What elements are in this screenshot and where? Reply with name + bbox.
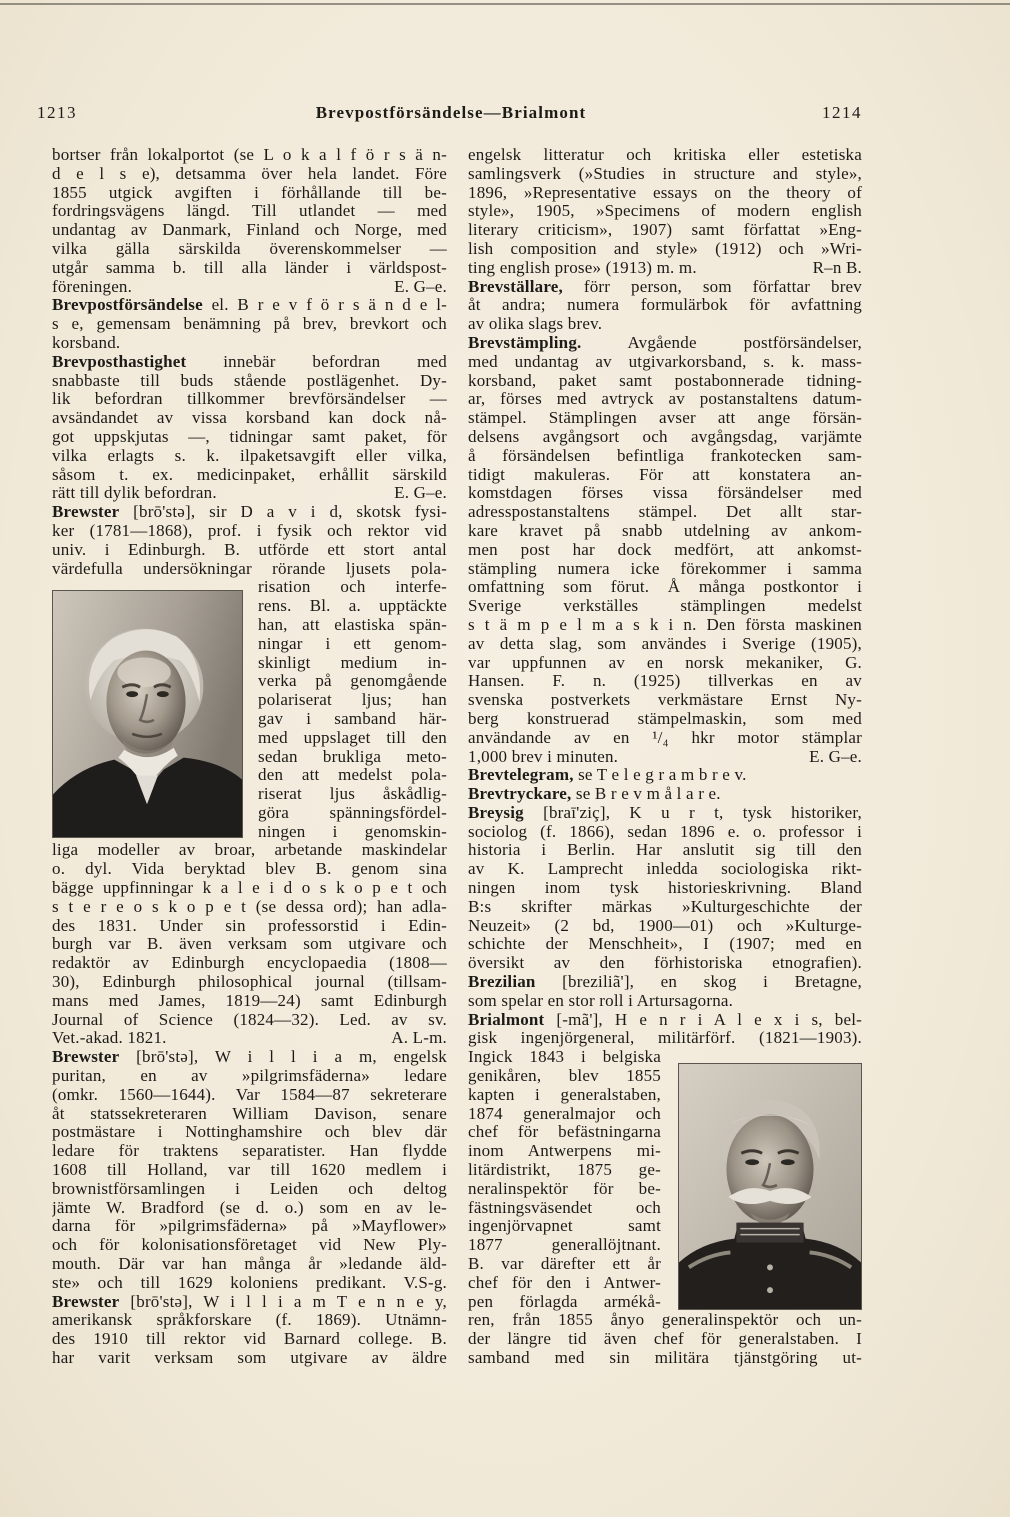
text-line [468, 860, 862, 879]
text-line [52, 860, 447, 879]
text-line [52, 541, 447, 560]
line-text: ting english prose» (1913) m. m. [468, 258, 697, 277]
text-line [468, 334, 862, 353]
text-line [468, 372, 862, 391]
line-text: Neuzeit» (2 bd, 1900—01) och »Kulturge- [468, 916, 862, 935]
text-line [52, 879, 447, 898]
line-text: korsband, paket samt postabonnerade tidning- [468, 371, 862, 390]
line-text: bägge uppfinningar k a l e i d o s k o p e t och [52, 879, 447, 898]
line-text: o. dyl. Vida beryktad blev B. genom sina [52, 860, 447, 879]
portrait-photo-left [52, 590, 243, 838]
line-text: B:s skrifter märkas »Kulturgeschichte der [468, 897, 862, 916]
line-text: historia i Berlin. Har anslutit sig till den [468, 841, 862, 860]
text-line [52, 1274, 447, 1293]
text-line [468, 541, 862, 560]
text-line [468, 202, 862, 221]
text-line [52, 428, 447, 447]
scan-top-edge [0, 3, 1010, 5]
text-line [468, 804, 862, 823]
text-line [468, 1274, 661, 1293]
line-text: korsband. [52, 333, 121, 352]
text-line [468, 390, 862, 409]
text-line [468, 1255, 661, 1274]
entry-headword: Brezilian [468, 973, 536, 992]
text-line [468, 165, 862, 184]
line-text: Vet.-akad. 1821. [52, 1029, 167, 1048]
text-line [52, 973, 447, 992]
text-line [258, 597, 447, 616]
line-text: 1877 generallöjtnant. [468, 1236, 661, 1255]
line-text: se T e l e g r a m b r e v. [573, 766, 747, 785]
line-text: svenska postverkets verkmästare Ernst Ny- [468, 691, 862, 710]
line-text: [brō'stə], W i l l i a m, engelsk [119, 1048, 447, 1067]
text-line [468, 785, 862, 804]
text-line [468, 1011, 862, 1030]
text-line [468, 766, 862, 785]
line-text: åt statssekreteraren William Davison, senare [52, 1104, 447, 1123]
line-text: adresspostanstaltens stämpel. Det allt star- [468, 503, 862, 522]
text-line [52, 1349, 447, 1368]
entry-headword: Brevposthastighet [52, 352, 187, 371]
line-text: 30), Edinburgh philosophical journal (tillsam- [52, 973, 447, 992]
line-text: med undantag av utgivarkorsband, s. k. mass- [468, 352, 862, 371]
text-line [52, 898, 447, 917]
line-text: såsom t. ex. medicinpaket, erhållit särskild [52, 465, 447, 484]
text-line [52, 1330, 447, 1349]
left-column-beside-portrait-text [258, 578, 447, 841]
line-text: kapten i generalstaben, [468, 1085, 661, 1104]
text-line [52, 372, 447, 391]
line-text: lish composition and style» (1912) och »Wri- [468, 239, 862, 258]
text-line [468, 1311, 862, 1330]
line-text: den att medelst pola- [258, 766, 447, 785]
text-line [258, 635, 447, 654]
line-text: [breziliã'], en skog i Bretagne, [535, 973, 862, 992]
text-line [52, 1086, 447, 1105]
line-text: Journal of Science (1824—32). Led. av sv. [52, 1010, 447, 1029]
line-text: ningen inom tysk historieskrivning. Bland [468, 879, 862, 898]
text-line [52, 1011, 447, 1030]
line-text: utgår samma b. till alla länder i världspost- [52, 258, 447, 277]
text-line [468, 1048, 661, 1067]
line-text: stämpel. Stämplingen avser att ange försän- [468, 409, 862, 428]
line-text: literary criticism», 1907) samt författat »Eng- [468, 221, 862, 240]
text-line [468, 259, 862, 278]
line-text: s e, gemensam benämning på brev, brevkort och [52, 315, 447, 334]
line-text: skinligt medium in- [258, 653, 447, 672]
text-line [468, 409, 862, 428]
line-text: des 1831. Under sin professorstid i Edin- [52, 916, 447, 935]
line-text: style», 1905, »Specimens of modern english [468, 202, 862, 221]
line-text: mans med James, 1819—24) samt Edinburgh [52, 991, 447, 1010]
text-line [468, 522, 862, 541]
text-line [468, 1180, 661, 1199]
text-line [52, 1067, 447, 1086]
line-text: [braī'ziç], K u r t, tysk historiker, [523, 803, 862, 822]
text-line [468, 616, 862, 635]
line-text: som spelar en stor roll i Artursagorna. [468, 991, 734, 1010]
line-text: neralinspektör för be- [468, 1179, 661, 1198]
line-text: rens. Bl. a. upptäckte [258, 597, 447, 616]
text-line [468, 973, 862, 992]
text-line [468, 935, 862, 954]
text-line [52, 1293, 447, 1312]
text-line [468, 954, 862, 973]
line-text: B. var därefter ett år [468, 1255, 661, 1274]
text-line [52, 1142, 447, 1161]
text-line [468, 1349, 862, 1368]
text-line [258, 654, 447, 673]
line-text: samband med sin militära tjänstgöring ut- [468, 1349, 862, 1367]
line-text: univ. i Edinburgh. B. utförde ett stort antal [52, 540, 447, 559]
line-text: med uppslaget till den [258, 728, 447, 747]
line-text: 1855 utgick avgiften i förhållande till be- [52, 183, 447, 202]
text-line [52, 522, 447, 541]
line-text: av K. Lamprecht inledda sociologiska rikt- [468, 860, 862, 879]
text-line [468, 597, 862, 616]
line-text: avsändandet av vissa korsband kan dock nå- [52, 409, 447, 428]
line-text: [brō'stə], sir D a v i d, skotsk fysi- [119, 503, 447, 522]
text-line [52, 409, 447, 428]
line-text: 1608 till Holland, var till 1620 medlem i [52, 1161, 447, 1180]
entry-headword: Brewster [52, 1048, 120, 1067]
text-line [52, 954, 447, 973]
line-text: fordringsvägens längd. Till utlandet — med [52, 202, 447, 221]
text-line [52, 390, 447, 409]
line-text: var uppfunnen av en norsk mekaniker, G. [468, 653, 862, 672]
line-text: föreningen. [52, 277, 133, 296]
line-text: burgh var B. även verksam som utgivare och [52, 935, 447, 954]
text-line [52, 315, 447, 334]
text-line [52, 1161, 447, 1180]
line-text: komstdagen förses vissa försändelser med [468, 484, 862, 503]
line-text: fästningsväsendet och [468, 1198, 661, 1217]
text-line [52, 1180, 447, 1199]
running-title: Brevpostförsändelse—Brialmont [315, 103, 587, 122]
line-text: ren, från 1855 ånyo generalinspektör och un- [468, 1311, 862, 1330]
line-text: [brō'stə], W i l l i a m T e n n e y, [119, 1292, 447, 1311]
text-line [468, 729, 862, 748]
line-text: verka på genomgående [258, 672, 447, 691]
line-text: han, att elastiska spän- [258, 615, 447, 634]
text-line [52, 146, 447, 165]
text-line [468, 484, 862, 503]
line-text: liga modeller av broar, arbetande maskindelar [52, 841, 447, 860]
text-line [52, 935, 447, 954]
text-line [468, 635, 862, 654]
line-text: av detta slag, som användes i Sverige (1905), [468, 634, 862, 653]
text-line [52, 1217, 447, 1236]
line-text: har varit verksam som utgivare av äldre [52, 1349, 447, 1367]
line-text: 1,000 brev i minuten. [468, 747, 619, 766]
line-text: ningen i genomskin- [258, 822, 447, 841]
text-line [52, 165, 447, 184]
text-line [468, 1142, 661, 1161]
line-text: av olika slags brev. [468, 315, 603, 334]
line-text: tidigt makuleras. För att konstatera an- [468, 465, 862, 484]
line-text: puritan, en av »pilgrimsfäderna» ledare [52, 1067, 447, 1086]
line-text: [-mã'], H e n r i A l e x i s, bel- [544, 1010, 862, 1029]
line-text: vilka erlagts s. k. ilpaketsavgift eller vilka, [52, 446, 447, 465]
line-text: amerikansk språkforskare (f. 1869). Utnämn- [52, 1311, 447, 1330]
line-text: 1874 generalmajor och [468, 1104, 661, 1123]
line-text: schichte der Menschheit», I (1907; med en [468, 935, 862, 954]
line-text: ste» och till 1629 koloniens predikant. V.S-g. [52, 1273, 447, 1292]
line-text: pen förlagda armékå- [468, 1292, 661, 1311]
author-signature: E. G–e. [394, 277, 447, 296]
entry-headword: Brialmont [468, 1010, 545, 1029]
author-signature: E. G–e. [394, 484, 447, 503]
right-column-beside-portrait-text [468, 1048, 661, 1311]
text-line [468, 1236, 661, 1255]
line-text: Ingick 1843 i belgiska [468, 1048, 661, 1067]
text-line [468, 654, 862, 673]
page-number-left: 1213 [37, 103, 77, 122]
line-text: rätt till dylik befordran. [52, 484, 217, 503]
line-text: se B r e v m å l a r e. [571, 785, 721, 804]
line-text: berg konstruerad stämpelmaskin, som med [468, 709, 862, 728]
text-line [468, 578, 862, 597]
line-text: riserat ljus åskådlig- [258, 785, 447, 804]
line-text: översikt av den förhistoriska etnografien). [468, 954, 862, 973]
text-line [52, 484, 447, 503]
text-line [52, 841, 447, 860]
text-line [468, 1217, 661, 1236]
line-text: der längre tid även chef för generalstaben. I [468, 1330, 862, 1349]
text-line [52, 184, 447, 203]
text-line [468, 672, 862, 691]
line-text: d e l s e), detsamma över hela landet. Före [52, 164, 447, 183]
text-line [468, 1105, 661, 1124]
line-text: s t ä m p e l m a s k i n. Den första maskinen [468, 615, 862, 634]
text-line [468, 221, 862, 240]
line-text: brownistförsamlingen i Leiden och deltog [52, 1179, 447, 1198]
line-text: bortser från lokalportot (se L o k a l f ö r s ä n- [52, 146, 447, 164]
text-line [258, 748, 447, 767]
text-line [468, 1199, 661, 1218]
text-line [468, 841, 862, 860]
line-text: undantag av Danmark, Finland och Norge, med [52, 221, 447, 240]
line-text: chef för den i Antwer- [468, 1273, 661, 1292]
text-line [52, 1048, 447, 1067]
line-text: des 1910 till rektor vid Barnard college. B. [52, 1330, 447, 1349]
text-line [468, 1161, 661, 1180]
author-signature: E. G–e. [809, 747, 862, 766]
line-text: gisk ingenjörgeneral, militärförf. (1821—1903). [468, 1029, 862, 1048]
line-text: gav i samband här- [258, 709, 447, 728]
line-text: darna för »pilgrimsfäderna» på »Mayflower» [52, 1217, 447, 1236]
text-line [258, 729, 447, 748]
entry-headword: Brevtryckare, [468, 785, 572, 804]
text-line [468, 184, 862, 203]
line-text: Sverige verkställes stämplingen medelst [468, 597, 862, 616]
text-line [52, 503, 447, 522]
text-line [52, 202, 447, 221]
text-line [258, 578, 447, 597]
portrait-photo-right [678, 1063, 862, 1310]
author-signature: A. L-m. [391, 1029, 447, 1048]
text-line [468, 447, 862, 466]
text-line [468, 992, 862, 1011]
text-line [468, 710, 862, 729]
text-line [52, 917, 447, 936]
text-line [468, 503, 862, 522]
text-line [52, 1311, 447, 1330]
line-text: 1896, »Representative essays on the theory of [468, 183, 862, 202]
text-line [52, 259, 447, 278]
line-text: ingenjörvapnet samt [468, 1217, 661, 1236]
text-line [52, 1236, 447, 1255]
right-column-bottom-text [468, 1311, 862, 1367]
text-line [468, 560, 862, 579]
text-line [258, 672, 447, 691]
line-text: förr person, som författar brev [562, 277, 862, 296]
text-line [258, 823, 447, 842]
text-line [468, 240, 862, 259]
text-line [468, 1330, 862, 1349]
line-text: litärdistrikt, 1875 ge- [468, 1161, 661, 1180]
line-text: vilka gälla särskilda överenskommelser — [52, 239, 447, 258]
text-line [52, 296, 447, 315]
line-text: el. B r e v f ö r s ä n d e l- [202, 296, 447, 315]
text-line [468, 898, 862, 917]
line-text: å försändelsen befintliga frankotecken sam- [468, 446, 862, 465]
text-line [468, 1123, 661, 1142]
line-text: (omkr. 1560—1644). Var 1584—87 sekreterare [52, 1085, 447, 1104]
left-column-top-text [52, 146, 447, 578]
text-line [52, 1199, 447, 1218]
entry-headword: Brewster [52, 1292, 120, 1311]
line-text: Avgående postförsändelser, [581, 333, 862, 352]
text-line [468, 428, 862, 447]
right-column-top-text [468, 146, 862, 1048]
line-text: åt andra; numera formulärbok för avfattning [468, 296, 862, 315]
line-text: stämpling numera icke förekommer i samma [468, 559, 862, 578]
text-line [52, 353, 447, 372]
line-text: genikåren, blev 1855 [468, 1067, 661, 1086]
left-portrait-section [52, 578, 447, 841]
line-text: Hansen. F. n. (1925) tillverkas en av [468, 672, 862, 691]
line-text: lik befordran tillkommer brevförsändelser — [52, 390, 447, 409]
text-line [52, 992, 447, 1011]
line-text: men post har dock medfört, att ankomst- [468, 540, 862, 559]
line-text: risation och interfe- [258, 578, 447, 597]
left-column-bottom-text [52, 841, 447, 1367]
text-line [258, 766, 447, 785]
line-text: omfattning som förut. Å många postkontor i [468, 578, 862, 597]
text-line [468, 1029, 862, 1048]
line-text: ker (1781—1868), prof. i fysik och rektor vid [52, 521, 447, 540]
entry-headword: Brevpostförsändelse [52, 296, 203, 315]
text-line [468, 315, 862, 334]
line-text: värdefulla undersökningar rörande ljusets pola- [52, 559, 447, 578]
text-line [258, 804, 447, 823]
entry-headword: Brevstämpling. [468, 333, 582, 352]
line-text: got uppskjutas —, tidningar samt paket, för [52, 427, 447, 446]
line-text: och för kolonisationsföretaget vid New Ply- [52, 1236, 447, 1255]
line-text: inom Antwerpens mi- [468, 1142, 661, 1161]
text-line [258, 691, 447, 710]
text-line [468, 353, 862, 372]
line-text: användande av en ¹/₄ hkr motor stämplar [468, 728, 862, 747]
line-text: innebär befordran med [186, 352, 447, 371]
entry-headword: Breysig [468, 803, 524, 822]
line-text: chef för befästningarna [468, 1123, 661, 1142]
text-line [258, 785, 447, 804]
text-line [52, 1123, 447, 1142]
text-line [52, 278, 447, 297]
line-text: engelsk litteratur och kritiska eller estetiska [468, 146, 862, 164]
text-line [52, 560, 447, 579]
text-line [52, 1255, 447, 1274]
entry-headword: Brevställare, [468, 277, 563, 296]
text-line [468, 278, 862, 297]
text-line [468, 296, 862, 315]
line-text: ar, förses med avtryck av postanstaltens datum- [468, 390, 862, 409]
text-line [468, 691, 862, 710]
text-line [52, 447, 447, 466]
line-text: göra spänningsfördel- [258, 803, 447, 822]
line-text: sedan brukliga meto- [258, 747, 447, 766]
line-text: ningar i ett genom- [258, 634, 447, 653]
text-line [468, 466, 862, 485]
text-line [468, 823, 862, 842]
line-text: s t e r e o s k o p e t (se dessa ord); han adla- [52, 897, 447, 916]
author-signature: R–n B. [812, 258, 862, 277]
line-text: ledare för traktens separatister. Han flydde [52, 1142, 447, 1161]
line-text: redaktör av Edinburgh encyclopaedia (1808— [52, 954, 447, 973]
left-column [52, 146, 447, 1368]
line-text: jämte W. Bradford (se d. o.) som en av le- [52, 1198, 447, 1217]
line-text: mouth. Där var han många år »ledande äld- [52, 1255, 447, 1274]
text-line [52, 1029, 447, 1048]
entry-headword: Brewster [52, 503, 120, 522]
text-line [468, 879, 862, 898]
text-line [258, 616, 447, 635]
line-text: snabbaste till buds stående postlägenhet. Dy- [52, 371, 447, 390]
line-text: postmästare i Nottinghamshire och blev där [52, 1123, 447, 1142]
text-line [52, 240, 447, 259]
line-text: polariserat ljus; han [258, 691, 447, 710]
text-line [52, 221, 447, 240]
entry-headword: Brevtelegram, [468, 766, 574, 785]
text-line [468, 1067, 661, 1086]
text-line [468, 1086, 661, 1105]
text-line [468, 146, 862, 165]
text-line [52, 1105, 447, 1124]
page-number-right: 1214 [822, 103, 862, 122]
text-line [468, 917, 862, 936]
right-column [468, 146, 862, 1368]
text-line [258, 710, 447, 729]
text-line [52, 334, 447, 353]
right-portrait-section [468, 1048, 862, 1311]
line-text: delsens avgångsort och avgångsdag, varjämte [468, 427, 862, 446]
text-line [468, 748, 862, 767]
line-text: kare kravet på snabb utdelning av ankom- [468, 521, 862, 540]
text-line [52, 466, 447, 485]
line-text: samlingsverk (»Studies in structure and style», [468, 164, 862, 183]
line-text: sociolog (f. 1866), sedan 1896 e. o. professor i [468, 822, 862, 841]
text-line [468, 1293, 661, 1312]
